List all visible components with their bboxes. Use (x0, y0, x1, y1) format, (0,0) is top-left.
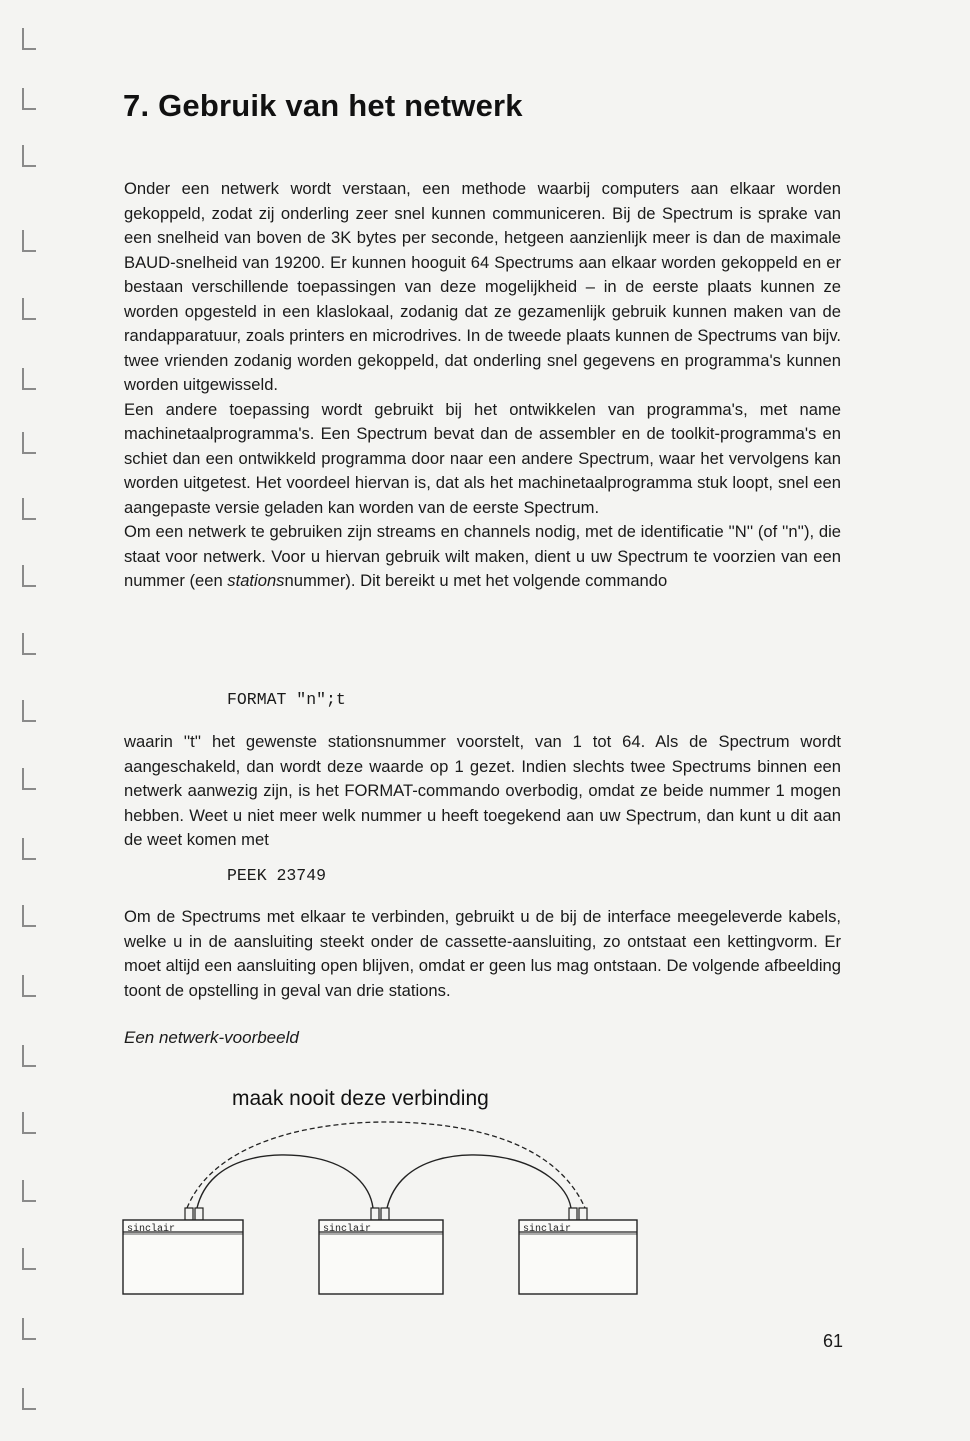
network-diagram (115, 1080, 655, 1305)
computer-1 (123, 1208, 243, 1294)
paragraph-connection: Om de Spectrums met elkaar te verbinden, gebruikt u de bij de interface meegeleverde kabels, welke u in de aansluiting steekt onder de cassette-aansluiting, zo ontstaat een kettingvorm. Er moet altijd een aansluiting open blijven, omdat er geen lus mag ontstaan. De volgende afbeelding toont de opstelling in geval van drie stations. (124, 907, 841, 1000)
cable-2-3 (387, 1155, 571, 1208)
binding-ring (22, 700, 36, 722)
binding-ring (22, 28, 36, 50)
paragraph-station-explanation: waarin ''t'' het gewenste stationsnummer voorstelt, van 1 tot 64. Als de Spectrum wordt aangeschakeld, dan wordt deze waarde op 1 gezet. Indien slechts twee Spectrums binnen een netwerk aanwezig zijn, is het FORMAT-commando overbodig, omdat ze beide nummer 1 mogen hebben. Weet u niet meer welk nummer u heeft toegekend aan uw Spectrum, dan kunt u dit aan de weet komen met (124, 732, 841, 849)
paragraph-station-number (124, 520, 841, 594)
body-text-block-1 (124, 177, 841, 594)
binding-ring (22, 1180, 36, 1202)
binding-ring (22, 498, 36, 520)
paragraph-station-number-end: nummer). Dit bereikt u met het volgende commando (284, 571, 668, 590)
binding-ring (22, 1045, 36, 1067)
computer-1-label: sinclair (127, 1224, 176, 1235)
body-text-block-3 (124, 905, 841, 1003)
computer-2-label: sinclair (323, 1224, 372, 1235)
computer-2 (319, 1208, 443, 1294)
code-format-command: FORMAT "n";t (227, 690, 346, 709)
figure-caption: Een netwerk-voorbeeld (124, 1028, 299, 1047)
binding-ring (22, 432, 36, 454)
binding-ring (22, 768, 36, 790)
binding-ring (22, 565, 36, 587)
binding-ring (22, 1388, 36, 1410)
binding-ring (22, 838, 36, 860)
paragraph-station-number-start: Om een netwerk te gebruiken zijn streams en channels nodig, met de identificatie ''N'' (of ''n''), die staat voor netwerk. Voor u hiervan gebruik wilt maken, dient u uw Spectrum te voorzien van een nummer (een (124, 522, 841, 590)
italic-term: stations (227, 571, 285, 590)
binding-ring (22, 368, 36, 390)
binding-ring (22, 88, 36, 110)
binding-ring (22, 298, 36, 320)
page-number: 61 (823, 1331, 844, 1351)
binding-ring (22, 905, 36, 927)
binding-ring (22, 633, 36, 655)
binding-ring (22, 1112, 36, 1134)
computer-3-label: sinclair (523, 1224, 572, 1235)
warning-label: maak nooit deze verbinding (232, 1087, 489, 1110)
binding-ring (22, 1248, 36, 1270)
paragraph-development-use: Een andere toepassing wordt gebruikt bij het ontwikkelen van programma's, met name machinetaalprogramma's. Een Spectrum bevat dan de assembler en de toolkit-programma's en schiet dan een ontwikkeld programma door naar een andere Spectrum, waar het vervolgens kan worden uitgetest. Het voordeel hiervan is, dat als het machinetaalprogramma stuk loopt, snel een aangepaste versie geladen kan worden van de eerste Spectrum. (124, 399, 841, 517)
page-title: 7. Gebruik van het netwerk (123, 88, 523, 123)
binding-ring (22, 145, 36, 167)
binding-ring (22, 1318, 36, 1340)
binding-ring (22, 975, 36, 997)
body-text-block-2 (124, 730, 841, 853)
computer-3 (519, 1208, 637, 1294)
spiral-binding (0, 0, 60, 1441)
forbidden-connection-line (187, 1122, 585, 1208)
paragraph-network-intro: Onder een netwerk wordt verstaan, een methode waarbij computers aan elkaar worden gekoppeld, zodat zij onderling zeer snel kunnen communiceren. Bij de Spectrum is sprake van een snelheid van boven de 3K bytes per seconde, hetgeen aanzienlijk meer is dan de maximale BAUD-snelheid van 19200. Er kunnen hooguit 64 Spectrums aan elkaar worden gekoppeld en er bestaan verschillende toepassingen van deze mogelijkheid – in de eerste plaats kunnen ze worden opgesteld in een klaslokaal, zodanig dat ze gezamenlijk gebruik kunnen maken van de randapparatuur, zoals printers en microdrives. In de tweede plaats kunnen de Spectrums van bijv. twee vrienden zodanig worden gekoppeld, dat onderling snel gegevens en programma's kunnen worden uitgewisseld. (124, 179, 841, 394)
binding-ring (22, 230, 36, 252)
code-peek-command: PEEK 23749 (227, 866, 327, 885)
